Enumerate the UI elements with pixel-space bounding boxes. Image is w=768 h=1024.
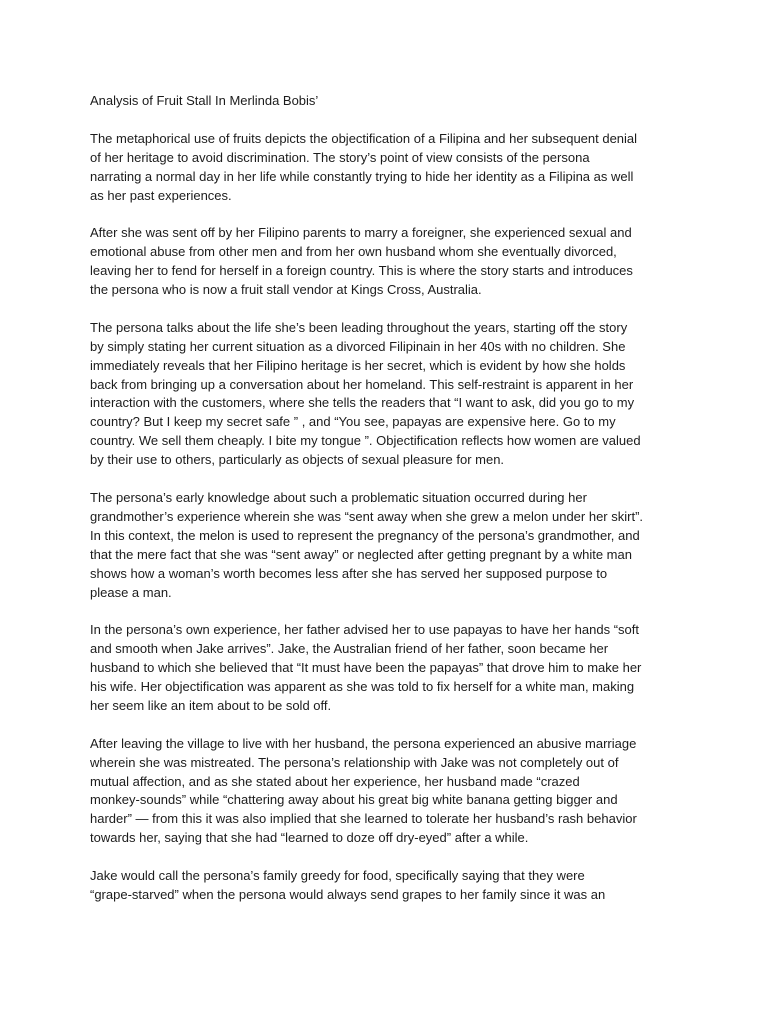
text-line: In the persona’s own experience, her father advised her to use papayas to have her hands “soft: [90, 622, 639, 638]
text-line: immediately reveals that her Filipino heritage is her secret, which is evident by how she holds: [90, 357, 626, 373]
text-line: the persona who is now a fruit stall vendor at Kings Cross, Australia.: [90, 282, 482, 298]
text-line: The persona’s early knowledge about such a problematic situation occurred during her: [90, 489, 587, 505]
text-line: leaving her to fend for herself in a foreign country. This is where the story starts and introduces: [90, 263, 633, 279]
document-body: [90, 92, 690, 924]
text-line: by simply stating her current situation as a divorced Filipinain in her 40s with no children. She: [90, 338, 626, 354]
text-line: Jake would call the persona’s family greedy for food, specifically saying that they were: [90, 868, 585, 884]
text-line: and smooth when Jake arrives”. Jake, the Australian friend of her father, soon became her: [90, 641, 609, 657]
text-line: After leaving the village to live with her husband, the persona experienced an abusive marriage: [90, 735, 637, 751]
paragraph-6: [90, 735, 690, 848]
paragraph-3: [90, 319, 690, 470]
text-line: husband to which she believed that “It must have been the papayas” that drove him to make her: [90, 660, 642, 676]
text-line: of her heritage to avoid discrimination. The story’s point of view consists of the persona: [90, 149, 590, 165]
paragraph-5: [90, 621, 690, 716]
text-line: After she was sent off by her Filipino parents to marry a foreigner, she experienced sexual and: [90, 225, 632, 241]
text-line: shows how a woman’s worth becomes less after she has served her supposed purpose to: [90, 565, 608, 581]
text-line: wherein she was mistreated. The persona’s relationship with Jake was not completely out of: [90, 754, 619, 770]
text-line: country? But I keep my secret safe ” , and “You see, papayas are expensive here. Go to my: [90, 414, 616, 430]
text-line: country. We sell them cheaply. I bite my tongue ”. Objectification reflects how women are valued: [90, 433, 641, 449]
paragraph-1: [90, 130, 690, 206]
text-line: his wife. Her objectification was apparent as she was told to fix herself for a white man, making: [90, 679, 635, 695]
text-line: narrating a normal day in her life while constantly trying to hide her identity as a Filipina as well: [90, 168, 634, 184]
text-line: please a man.: [90, 584, 172, 600]
paragraph-7: [90, 867, 690, 905]
text-line: her seem like an item about to be sold off.: [90, 697, 332, 713]
text-line: as her past experiences.: [90, 187, 232, 203]
text-line: by their use to others, particularly as objects of sexual pleasure for men.: [90, 452, 505, 468]
text-line: The metaphorical use of fruits depicts the objectification of a Filipina and her subsequent denial: [90, 130, 638, 146]
text-line: “grape-starved” when the persona would always send grapes to her family since it was an: [90, 886, 606, 902]
paragraph-2: [90, 224, 690, 300]
text-line: The persona talks about the life she’s been leading throughout the years, starting off the story: [90, 319, 628, 335]
text-line: mutual affection, and as she stated about her experience, her husband made “crazed: [90, 773, 580, 789]
text-line: harder” — from this it was also implied that she learned to tolerate her husband’s rash behavior: [90, 811, 637, 827]
text-line: monkey-sounds” while “chattering away about his great big white banana getting bigger and: [90, 792, 618, 808]
text-line: grandmother’s experience wherein she was “sent away when she grew a melon under her skirt”.: [90, 508, 644, 524]
paragraph-4: [90, 489, 690, 602]
text-line: interaction with the customers, where she tells the readers that “I want to ask, did you go to my: [90, 395, 635, 411]
document-title: Analysis of Fruit Stall In Merlinda Bobis’: [90, 93, 319, 108]
text-line: In this context, the melon is used to represent the pregnancy of the persona’s grandmother, and: [90, 527, 640, 543]
text-line: towards her, saying that she had “learned to doze off dry-eyed” after a while.: [90, 830, 529, 846]
text-line: back from bringing up a conversation about her homeland. This self-restraint is apparent in her: [90, 376, 634, 392]
text-line: that the mere fact that she was “sent away” or neglected after getting pregnant by a white man: [90, 546, 632, 562]
text-line: emotional abuse from other men and from her own husband whom she eventually divorced,: [90, 244, 617, 260]
